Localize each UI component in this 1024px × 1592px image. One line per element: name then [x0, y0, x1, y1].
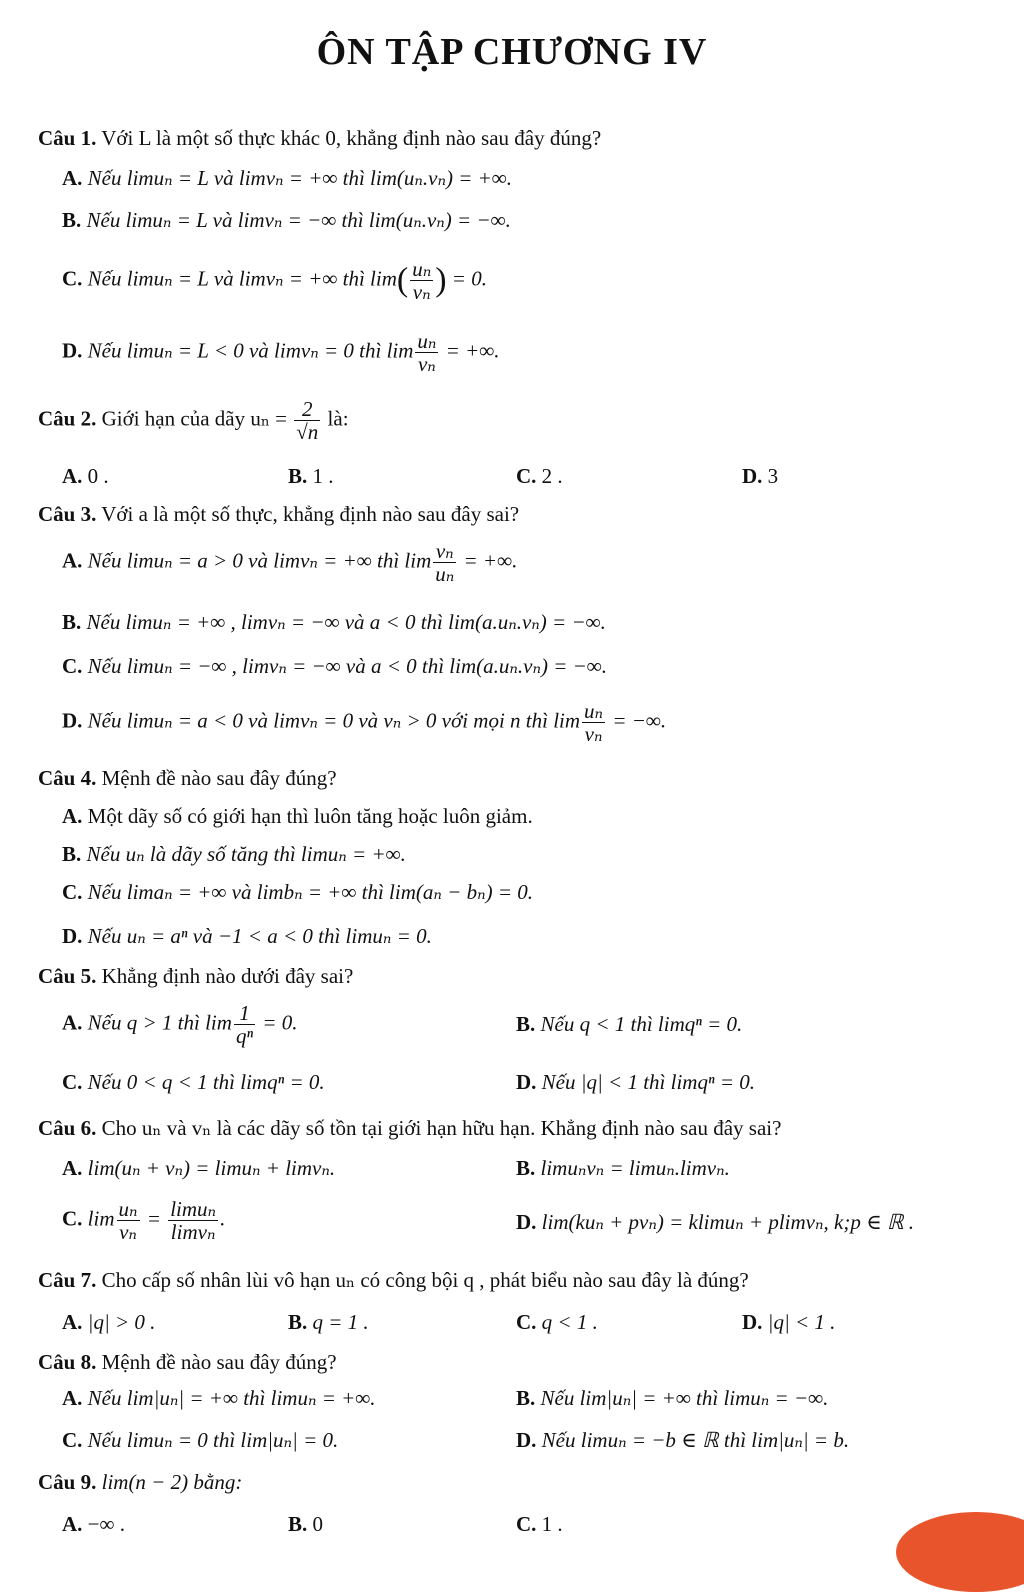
option-text: lim [87, 1206, 115, 1231]
option-text: 0 [312, 1512, 324, 1536]
q1-option-c[interactable] [62, 258, 487, 303]
option-label: A. [62, 1156, 83, 1180]
question-label: Câu 1. [38, 126, 97, 150]
option-label: B. [288, 1512, 308, 1536]
option-text: Nếu limuₙ = −b ∈ ℝ thì lim|uₙ| = b. [541, 1428, 850, 1452]
option-text: Nếu limuₙ = a > 0 và limvₙ = +∞ thì lim [87, 548, 432, 573]
option-text-end: = +∞. [458, 548, 518, 573]
option-label: A. [62, 464, 83, 488]
option-label: B. [62, 610, 82, 634]
q4-option-d[interactable] [62, 924, 432, 949]
q6-option-a[interactable] [62, 1156, 335, 1181]
option-text: |q| < 1 . [767, 1310, 836, 1334]
q9-option-c[interactable] [516, 1512, 563, 1537]
fraction-numerator: 1 [234, 1002, 255, 1025]
q2-option-a[interactable] [62, 464, 109, 489]
option-text: Nếu lim|uₙ| = +∞ thì limuₙ = −∞. [540, 1386, 829, 1410]
option-label: C. [62, 654, 83, 678]
fraction-denominator: limvₙ [170, 1220, 216, 1245]
question-text-end: là: [327, 406, 349, 431]
question-label: Câu 6. [38, 1116, 97, 1140]
option-text: 1 . [312, 464, 334, 488]
fraction-denominator: √n [296, 420, 319, 445]
page-title: ÔN TẬP CHƯƠNG IV [316, 31, 708, 73]
q3-option-b[interactable] [62, 610, 606, 635]
option-text: Nếu |q| < 1 thì limqⁿ = 0. [541, 1070, 756, 1094]
option-text: Nếu lim|uₙ| = +∞ thì limuₙ = +∞. [87, 1386, 376, 1410]
option-text: 3 [767, 464, 779, 488]
question-1 [38, 126, 601, 151]
question-7 [38, 1268, 749, 1293]
question-label: Câu 4. [38, 766, 97, 790]
option-text: 1 . [541, 1512, 563, 1536]
question-text: Với a là một số thực, khẳng định nào sau đây sai? [101, 502, 520, 526]
right-paren: ) [435, 261, 447, 299]
fraction [168, 1198, 218, 1243]
fraction-numerator: uₙ [584, 699, 604, 723]
option-label: C. [62, 266, 83, 291]
option-label: C. [516, 1310, 537, 1334]
question-9 [38, 1470, 242, 1495]
option-text: Nếu q < 1 thì limqⁿ = 0. [540, 1012, 743, 1036]
fraction [294, 398, 320, 443]
fraction [410, 258, 433, 303]
fraction [415, 330, 438, 375]
question-text: Cho cấp số nhân lùi vô hạn uₙ có công bội q , phát biểu nào sau đây là đúng? [101, 1268, 749, 1292]
q6-option-b[interactable] [516, 1156, 730, 1181]
fraction-denominator: vₙ [412, 280, 431, 305]
q2-option-d[interactable] [742, 464, 778, 489]
q7-option-c[interactable] [516, 1310, 598, 1335]
q1-option-d[interactable] [62, 330, 499, 375]
fraction [582, 700, 605, 745]
q8-option-c[interactable] [62, 1428, 338, 1453]
q2-option-b[interactable] [288, 464, 334, 489]
option-text: lim(uₙ + vₙ) = limuₙ + limvₙ. [87, 1156, 336, 1180]
option-text: Nếu q > 1 thì lim [87, 1010, 232, 1035]
option-text-end: = +∞. [440, 338, 500, 363]
q5-option-a[interactable] [62, 1002, 297, 1047]
option-text: Nếu 0 < q < 1 thì limqⁿ = 0. [87, 1070, 325, 1094]
option-text: −∞ . [87, 1512, 125, 1536]
option-label: D. [742, 464, 763, 488]
option-label: B. [516, 1012, 536, 1036]
fraction-denominator: qⁿ [235, 1024, 254, 1049]
option-label: C. [62, 880, 83, 904]
fraction-denominator: vₙ [119, 1220, 137, 1245]
option-text: Nếu limuₙ = L và limvₙ = −∞ thì lim(uₙ.vₙ) = −∞. [86, 208, 511, 232]
equals-sign: = [141, 1206, 167, 1231]
fraction [433, 540, 456, 585]
q5-option-c[interactable] [62, 1070, 325, 1095]
option-text: Nếu limuₙ = a < 0 và limvₙ = 0 và vₙ > 0 với mọi n thì lim [87, 708, 581, 733]
q8-option-a[interactable] [62, 1386, 376, 1411]
question-2 [38, 398, 349, 443]
question-text: Mệnh đề nào sau đây đúng? [101, 1350, 337, 1374]
q4-option-c[interactable] [62, 880, 533, 905]
q6-option-d[interactable] [516, 1210, 914, 1235]
option-label: C. [62, 1206, 83, 1231]
q8-option-b[interactable] [516, 1386, 828, 1411]
option-text: limuₙvₙ = limuₙ.limvₙ. [540, 1156, 730, 1180]
question-text: Mệnh đề nào sau đây đúng? [101, 766, 337, 790]
option-text: Nếu limaₙ = +∞ và limbₙ = +∞ thì lim(aₙ − bₙ) = 0. [87, 880, 533, 904]
option-text-end: = 0. [446, 266, 487, 291]
q3-option-a[interactable] [62, 540, 517, 585]
q7-option-a[interactable] [62, 1310, 155, 1335]
question-text: lim(n − 2) bằng: [101, 1470, 243, 1494]
option-label: D. [516, 1428, 537, 1452]
q6-option-c[interactable] [62, 1198, 225, 1243]
option-label: A. [62, 1512, 83, 1536]
q5-option-d[interactable] [516, 1070, 755, 1095]
option-label: C. [62, 1070, 83, 1094]
option-label: D. [742, 1310, 763, 1334]
question-8 [38, 1350, 337, 1375]
fraction-numerator: 2 [294, 398, 320, 421]
option-text: Nếu limuₙ = −∞ , limvₙ = −∞ và a < 0 thì lim(a.uₙ.vₙ) = −∞. [87, 654, 608, 678]
question-label: Câu 3. [38, 502, 97, 526]
question-label: Câu 2. [38, 406, 97, 431]
option-text-end: . [220, 1206, 226, 1231]
option-text: Nếu limuₙ = 0 thì lim|uₙ| = 0. [87, 1428, 339, 1452]
option-label: D. [62, 924, 83, 948]
option-label: A. [62, 548, 83, 573]
option-text: Nếu uₙ là dãy số tăng thì limuₙ = +∞. [86, 842, 406, 866]
option-label: D. [516, 1070, 537, 1094]
question-6 [38, 1116, 781, 1141]
q9-option-b[interactable] [288, 1512, 323, 1537]
question-label: Câu 8. [38, 1350, 97, 1374]
fraction-numerator: uₙ [118, 1197, 138, 1221]
fraction [117, 1198, 140, 1243]
left-paren: ( [396, 261, 409, 299]
option-label: C. [516, 1512, 537, 1536]
option-text: Nếu limuₙ = +∞ , limvₙ = −∞ và a < 0 thì lim(a.uₙ.vₙ) = −∞. [86, 610, 606, 634]
option-label: A. [62, 1310, 83, 1334]
option-text: Nếu limuₙ = L và limvₙ = +∞ thì lim(uₙ.vₙ) = +∞. [87, 166, 513, 190]
fraction-numerator: uₙ [412, 257, 432, 281]
question-label: Câu 7. [38, 1268, 97, 1292]
q3-option-d[interactable] [62, 700, 666, 745]
fraction-denominator: vₙ [584, 722, 603, 747]
question-text: Cho uₙ và vₙ là các dãy số tồn tại giới hạn hữu hạn. Khẳng định nào sau đây sai? [101, 1116, 782, 1140]
option-text: Nếu limuₙ = L và limvₙ = +∞ thì lim [87, 266, 397, 291]
option-label: C. [62, 1428, 83, 1452]
option-label: B. [516, 1156, 536, 1180]
option-text: q = 1 . [312, 1310, 369, 1334]
q7-option-b[interactable] [288, 1310, 369, 1335]
option-text: q < 1 . [541, 1310, 598, 1334]
option-label: C. [516, 464, 537, 488]
q4-option-a[interactable] [62, 804, 533, 829]
option-label: D. [62, 708, 83, 733]
option-label: D. [62, 338, 83, 363]
question-5 [38, 964, 353, 989]
option-label: A. [62, 166, 83, 190]
option-label: A. [62, 1010, 83, 1035]
question-label: Câu 9. [38, 1470, 97, 1494]
option-text: lim(kuₙ + pvₙ) = klimuₙ + plimvₙ, k;p ∈ ℝ . [541, 1210, 914, 1234]
fraction-numerator: limuₙ [170, 1197, 217, 1221]
question-text: Khẳng định nào dưới đây sai? [101, 964, 354, 988]
option-text: 0 . [87, 464, 109, 488]
option-label: B. [62, 208, 82, 232]
orange-corner-shape [896, 1512, 1024, 1592]
option-label: B. [288, 1310, 308, 1334]
option-label: A. [62, 804, 83, 828]
option-text: Một dãy số có giới hạn thì luôn tăng hoặc luôn giảm. [87, 804, 533, 828]
option-text: |q| > 0 . [87, 1310, 156, 1334]
q1-option-a[interactable] [62, 166, 512, 191]
option-text: Nếu uₙ = aⁿ và −1 < a < 0 thì limuₙ = 0. [87, 924, 432, 948]
option-text-end: = −∞. [607, 708, 667, 733]
q8-option-d[interactable] [516, 1428, 849, 1453]
option-label: B. [288, 464, 308, 488]
fraction-denominator: vₙ [417, 352, 436, 377]
q4-option-b[interactable] [62, 842, 406, 867]
option-label: B. [62, 842, 82, 866]
question-label: Câu 5. [38, 964, 97, 988]
option-label: A. [62, 1386, 83, 1410]
q1-option-b[interactable] [62, 208, 511, 233]
option-text-end: = 0. [257, 1010, 298, 1035]
fraction [234, 1002, 255, 1047]
question-4 [38, 766, 337, 791]
option-label: B. [516, 1386, 536, 1410]
option-text: Nếu limuₙ = L < 0 và limvₙ = 0 thì lim [87, 338, 414, 363]
question-text: Với L là một số thực khác 0, khẳng định nào sau đây đúng? [101, 126, 602, 150]
fraction-numerator: uₙ [417, 329, 437, 353]
q5-option-b[interactable] [516, 1012, 742, 1037]
question-text: Giới hạn của dãy uₙ = [101, 406, 288, 431]
q3-option-c[interactable] [62, 654, 607, 679]
q9-option-a[interactable] [62, 1512, 125, 1537]
option-label: D. [516, 1210, 537, 1234]
question-3 [38, 502, 519, 527]
fraction-denominator: uₙ [435, 562, 455, 587]
q7-option-d[interactable] [742, 1310, 835, 1335]
option-text: 2 . [541, 464, 563, 488]
q2-option-c[interactable] [516, 464, 563, 489]
fraction-numerator: vₙ [433, 540, 456, 563]
